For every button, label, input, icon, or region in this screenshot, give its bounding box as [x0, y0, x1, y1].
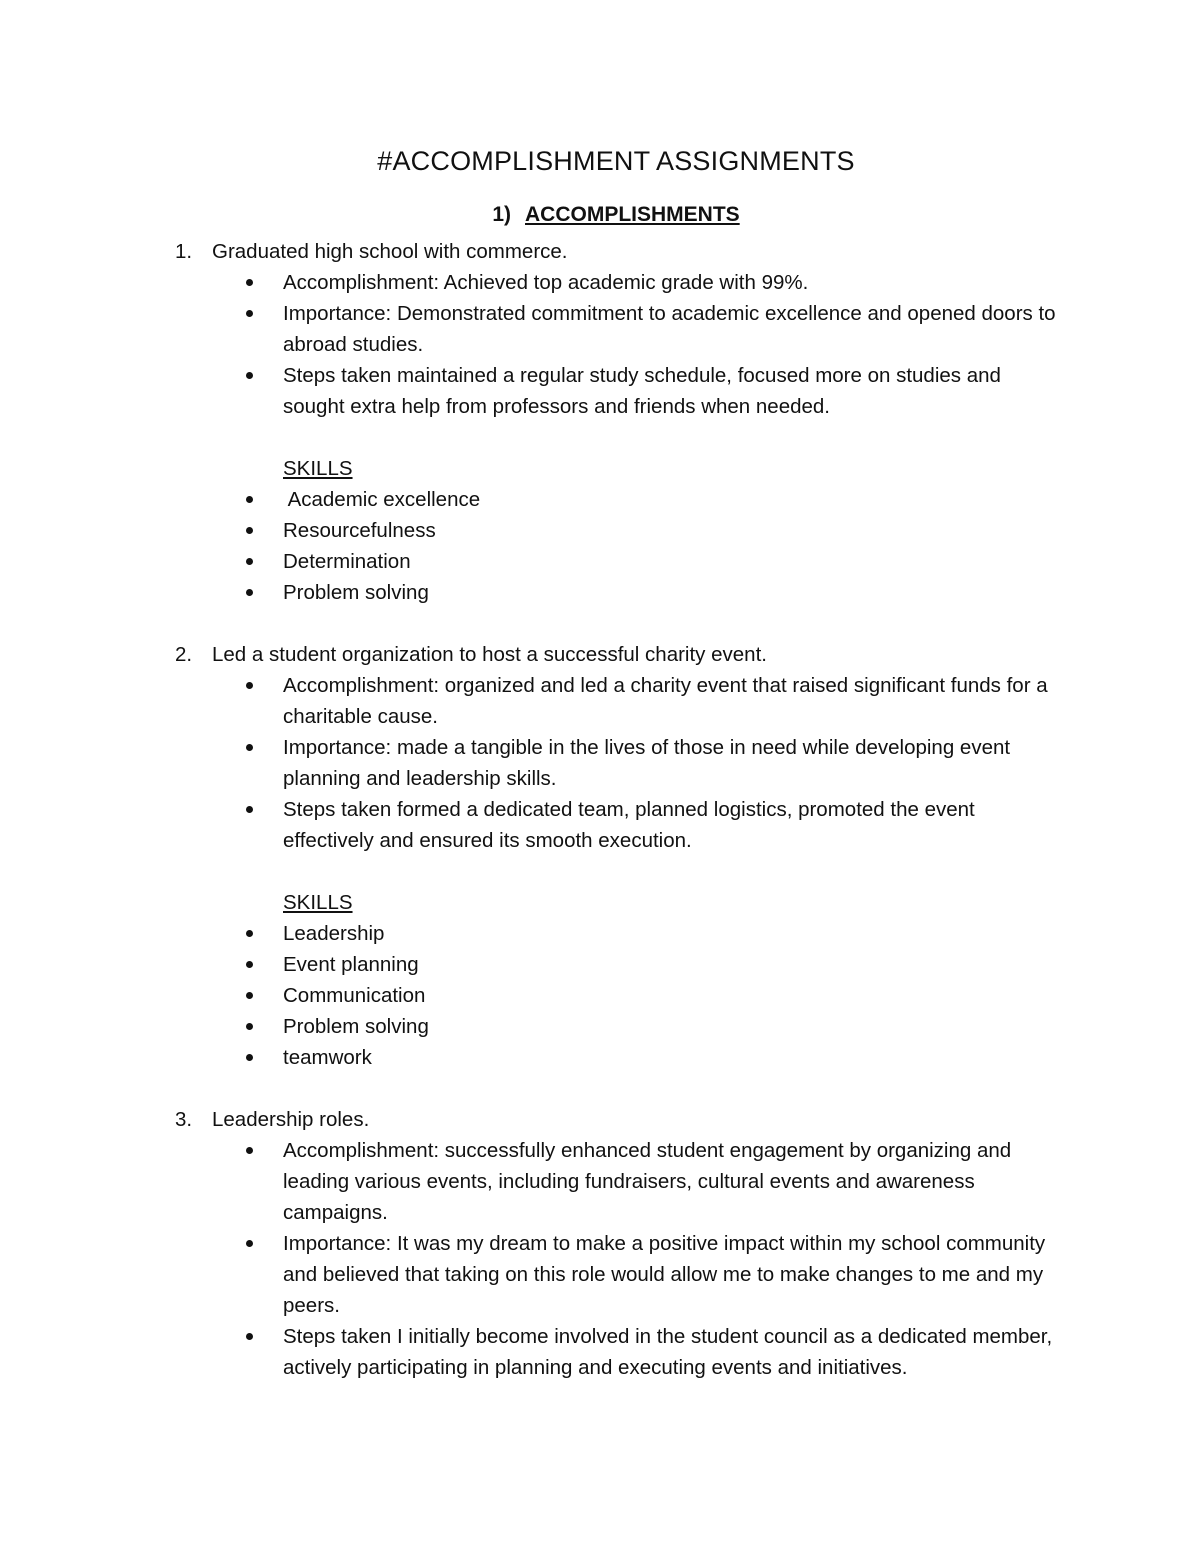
bullet-point	[0, 1228, 1200, 1321]
item-number: 2.	[175, 643, 193, 666]
bullet-point	[0, 298, 1200, 360]
skill-text: Determination	[283, 550, 411, 573]
skill-item	[0, 918, 1200, 949]
skill-item	[0, 546, 1200, 577]
numbered-item	[0, 639, 1200, 670]
spacer	[0, 608, 1200, 639]
skill-text: Academic excellence	[283, 488, 481, 511]
document-body	[0, 236, 1200, 1383]
section-number: 1)	[492, 203, 511, 226]
spacer	[0, 1073, 1200, 1104]
skill-item	[0, 515, 1200, 546]
skill-item	[0, 949, 1200, 980]
skill-text: Problem solving	[283, 1015, 429, 1038]
bullet-icon	[246, 372, 253, 379]
skill-text: Event planning	[283, 953, 419, 976]
skill-item	[0, 484, 1200, 515]
bullet-icon	[246, 496, 253, 503]
bullet-text: Steps taken I initially become involved in the student council as a dedicated member, actively participating in planning and executing events and initiatives.	[283, 1325, 1053, 1379]
skill-text: teamwork	[283, 1046, 372, 1069]
bullet-icon	[246, 682, 253, 689]
item-number: 1.	[175, 240, 193, 263]
bullet-text: Steps taken maintained a regular study schedule, focused more on studies and sought extra help from professors and friends when needed.	[283, 364, 1001, 418]
bullet-icon	[246, 806, 253, 813]
bullet-point	[0, 670, 1200, 732]
bullet-icon	[246, 527, 253, 534]
bullet-icon	[246, 1054, 253, 1061]
skill-text: Leadership	[283, 922, 385, 945]
skills-heading: SKILLS	[283, 891, 353, 914]
bullet-point	[0, 360, 1200, 422]
skill-item	[0, 1042, 1200, 1073]
bullet-icon	[246, 1240, 253, 1247]
skill-text: Problem solving	[283, 581, 429, 604]
bullet-icon	[246, 1333, 253, 1340]
bullet-point	[0, 1135, 1200, 1228]
item-heading: Graduated high school with commerce.	[212, 240, 568, 263]
bullet-icon	[246, 961, 253, 968]
skill-text: Communication	[283, 984, 426, 1007]
bullet-text: Steps taken formed a dedicated team, planned logistics, promoted the event effectively and ensured its smooth execution.	[283, 798, 975, 852]
section-heading	[0, 203, 1200, 227]
bullet-text: Importance: It was my dream to make a positive impact within my school community and believed that taking on this role would allow me to make changes to me and my peers.	[283, 1232, 1046, 1317]
section-title: ACCOMPLISHMENTS	[525, 203, 740, 226]
numbered-item	[0, 1104, 1200, 1135]
bullet-icon	[246, 930, 253, 937]
numbered-item	[0, 236, 1200, 267]
item-number: 3.	[175, 1108, 193, 1131]
bullet-point	[0, 267, 1200, 298]
bullet-text: Accomplishment: Achieved top academic grade with 99%.	[283, 271, 809, 294]
skill-item	[0, 1011, 1200, 1042]
bullet-icon	[246, 310, 253, 317]
skill-text: Resourcefulness	[283, 519, 436, 542]
skills-heading: SKILLS	[283, 457, 353, 480]
bullet-icon	[246, 279, 253, 286]
bullet-icon	[246, 1147, 253, 1154]
skill-item	[0, 577, 1200, 608]
spacer	[0, 856, 1200, 887]
bullet-point	[0, 732, 1200, 794]
document-title: #ACCOMPLISHMENT ASSIGNMENTS	[377, 146, 855, 176]
bullet-point	[0, 794, 1200, 856]
skill-item	[0, 980, 1200, 1011]
bullet-text: Accomplishment: organized and led a charity event that raised significant funds for a charitable cause.	[283, 674, 1048, 728]
bullet-icon	[246, 992, 253, 999]
item-heading: Leadership roles.	[212, 1108, 370, 1131]
bullet-point	[0, 1321, 1200, 1383]
bullet-icon	[246, 558, 253, 565]
spacer	[0, 422, 1200, 453]
bullet-icon	[246, 744, 253, 751]
bullet-text: Accomplishment: successfully enhanced student engagement by organizing and leading various events, including fundraisers, cultural events and awareness campaigns.	[283, 1139, 1012, 1224]
bullet-text: Importance: made a tangible in the lives of those in need while developing event planning and leadership skills.	[283, 736, 1011, 790]
item-heading: Led a student organization to host a successful charity event.	[212, 643, 767, 666]
bullet-icon	[246, 589, 253, 596]
bullet-text: Importance: Demonstrated commitment to academic excellence and opened doors to abroad studies.	[283, 302, 1056, 356]
bullet-icon	[246, 1023, 253, 1030]
